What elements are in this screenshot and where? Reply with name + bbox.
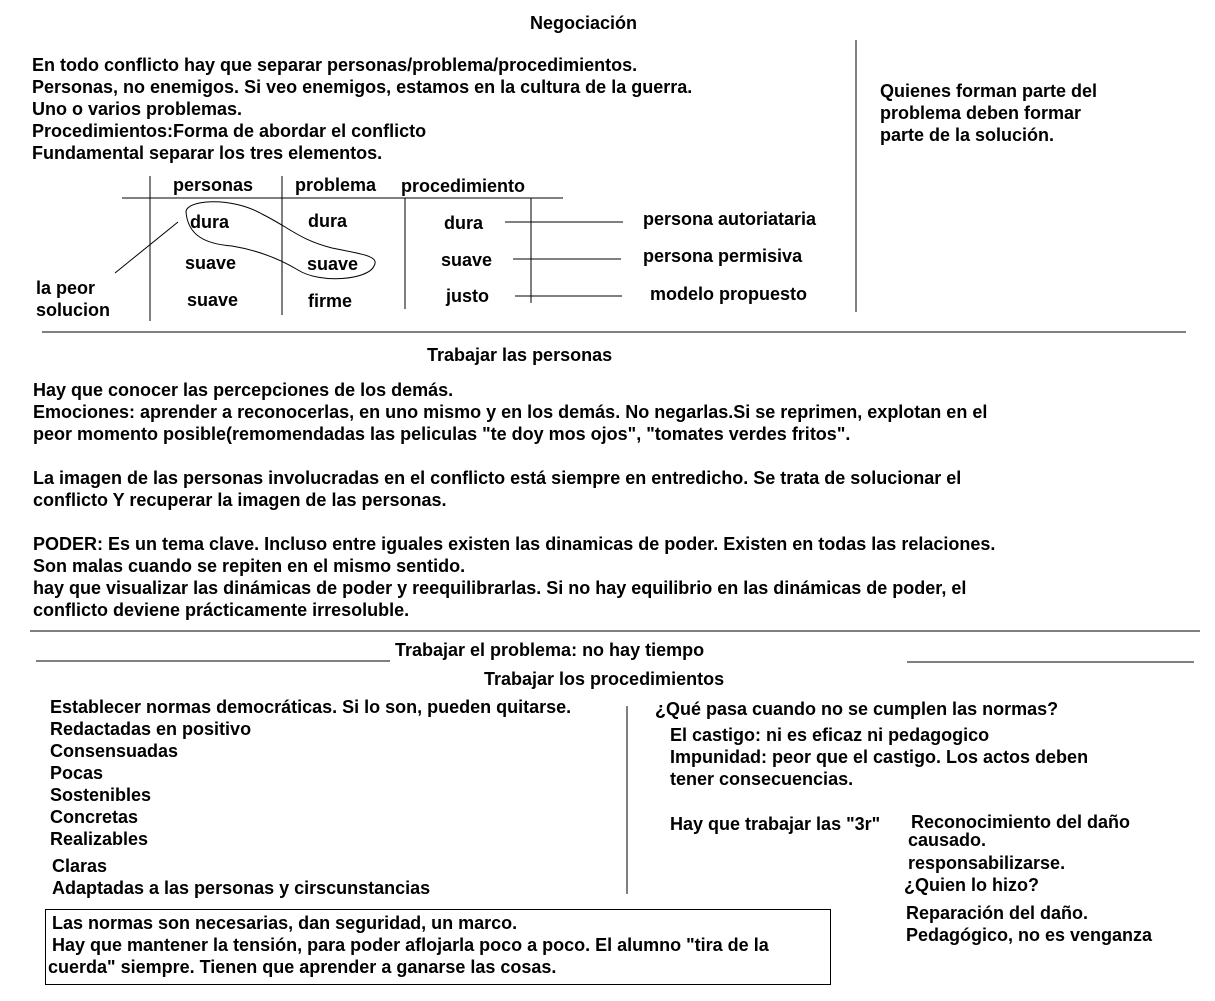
cell-procedimiento-3: justo <box>446 286 489 306</box>
cell-problema-3: firme <box>308 291 353 311</box>
side-note-line: Quienes forman parte del <box>880 81 1098 101</box>
intro-line: Procedimientos:Forma de abordar el conflicto <box>32 121 427 141</box>
normas-item: Pocas <box>50 763 104 783</box>
intro-line: Fundamental separar los tres elementos. <box>32 143 383 163</box>
intro-line: En todo conflicto hay que separar personas/problema/procedimientos. <box>32 55 638 75</box>
tres-r-item: Pedagógico, no es venganza <box>906 925 1153 945</box>
normas-item: Adaptadas a las personas y cirscunstancias <box>52 878 431 898</box>
castigo-line: Impunidad: peor que el castigo. Los actos deben <box>670 747 1089 767</box>
negociacion-title: Negociación <box>530 13 638 33</box>
normas-box-text <box>48 912 769 978</box>
table-header-personas: personas <box>173 175 254 195</box>
cell-problema-1: dura <box>308 211 348 231</box>
tres-r-item: Reconocimiento del daño <box>911 812 1131 832</box>
cell-problema-2: suave <box>307 254 359 274</box>
problema-title: Trabajar el problema: no hay tiempo <box>395 640 705 660</box>
worst-pointer-line <box>115 222 178 273</box>
personas-line <box>33 445 995 467</box>
personas-line: Son malas cuando se repiten en el mismo sentido. <box>33 556 466 576</box>
result-2: persona permisiva <box>643 246 803 266</box>
box-line: Las normas son necesarias, dan seguridad, un marco. <box>52 913 518 933</box>
cell-personas-2: suave <box>185 253 237 273</box>
result-3: modelo propuesto <box>650 284 807 304</box>
personas-body <box>33 379 995 621</box>
box-line: Hay que mantener la tensión, para poder aflojarla poco a poco. El alumno "tira de la <box>52 935 769 955</box>
tres-r-quien: ¿Quien lo hizo? <box>904 875 1039 895</box>
box-line: cuerda" siempre. Tienen que aprender a ganarse las cosas. <box>48 957 557 977</box>
cell-personas-1: dura <box>190 212 230 232</box>
personas-line: hay que visualizar las dinámicas de poder y reequilibrarlas. Si no hay equilibrio en las dinámicas de poder, el <box>33 578 967 598</box>
personas-line: peor momento posible(remomendadas las peliculas "te doy mos ojos", "tomates verdes fritos". <box>33 424 851 444</box>
normas-list-extra <box>52 855 430 899</box>
table-header-problema: problema <box>295 175 377 195</box>
cell-personas-3: suave <box>187 290 239 310</box>
normas-item: Redactadas en positivo <box>50 719 252 739</box>
castigo-block <box>670 724 1088 790</box>
personas-line: La imagen de las personas involucradas en el conflicto está siempre en entredicho. Se trata de solucionar el <box>33 468 962 488</box>
personas-line: PODER: Es un tema clave. Incluso entre iguales existen las dinamicas de poder. Existen en todas las relaciones. <box>33 534 996 554</box>
tres-r-label: Hay que trabajar las "3r" <box>670 814 881 834</box>
worst-solution-loop <box>186 202 375 279</box>
normas-question: ¿Qué pasa cuando no se cumplen las normas? <box>655 699 1059 719</box>
cell-procedimiento-1: dura <box>444 213 484 233</box>
side-note-line: problema deben formar <box>880 103 1082 123</box>
worst-label-line: solucion <box>36 300 111 320</box>
intro-line: Uno o varios problemas. <box>32 99 243 119</box>
side-note-line: parte de la solución. <box>880 125 1055 145</box>
tres-r-item: causado. <box>908 830 987 850</box>
table-header-procedimiento: procedimiento <box>401 176 526 196</box>
normas-item: Establecer normas democráticas. Si lo son, pueden quitarse. <box>50 697 572 717</box>
tres-r-responsabilizarse: responsabilizarse. <box>908 853 1066 873</box>
personas-title: Trabajar las personas <box>427 345 613 365</box>
result-1: persona autoriataria <box>643 209 817 229</box>
normas-list <box>50 696 571 850</box>
tres-r-item: Reparación del daño. <box>906 903 1089 923</box>
reconocimiento-block <box>908 813 1130 849</box>
personas-line: conflicto deviene prácticamente irresoluble. <box>33 600 410 620</box>
worst-label-line: la peor <box>36 278 96 298</box>
castigo-line: El castigo: ni es eficaz ni pedagogico <box>670 725 990 745</box>
personas-line <box>33 511 995 533</box>
normas-item: Realizables <box>50 829 149 849</box>
normas-item: Consensuadas <box>50 741 179 761</box>
castigo-line: tener consecuencias. <box>670 769 854 789</box>
personas-line: Emociones: aprender a reconocerlas, en uno mismo y en los demás. No negarlas.Si se reprimen, explotan en el <box>33 402 988 422</box>
normas-item: Concretas <box>50 807 139 827</box>
personas-line: conflicto Y recuperar la imagen de las personas. <box>33 490 447 510</box>
reparacion-block <box>906 902 1152 946</box>
intro-line: Personas, no enemigos. Si veo enemigos, estamos en la cultura de la guerra. <box>32 77 693 97</box>
cell-procedimiento-2: suave <box>441 250 493 270</box>
procedimientos-title: Trabajar los procedimientos <box>484 669 725 689</box>
personas-line: Hay que conocer las percepciones de los demás. <box>33 380 454 400</box>
normas-item: Sostenibles <box>50 785 152 805</box>
normas-item: Claras <box>52 856 108 876</box>
